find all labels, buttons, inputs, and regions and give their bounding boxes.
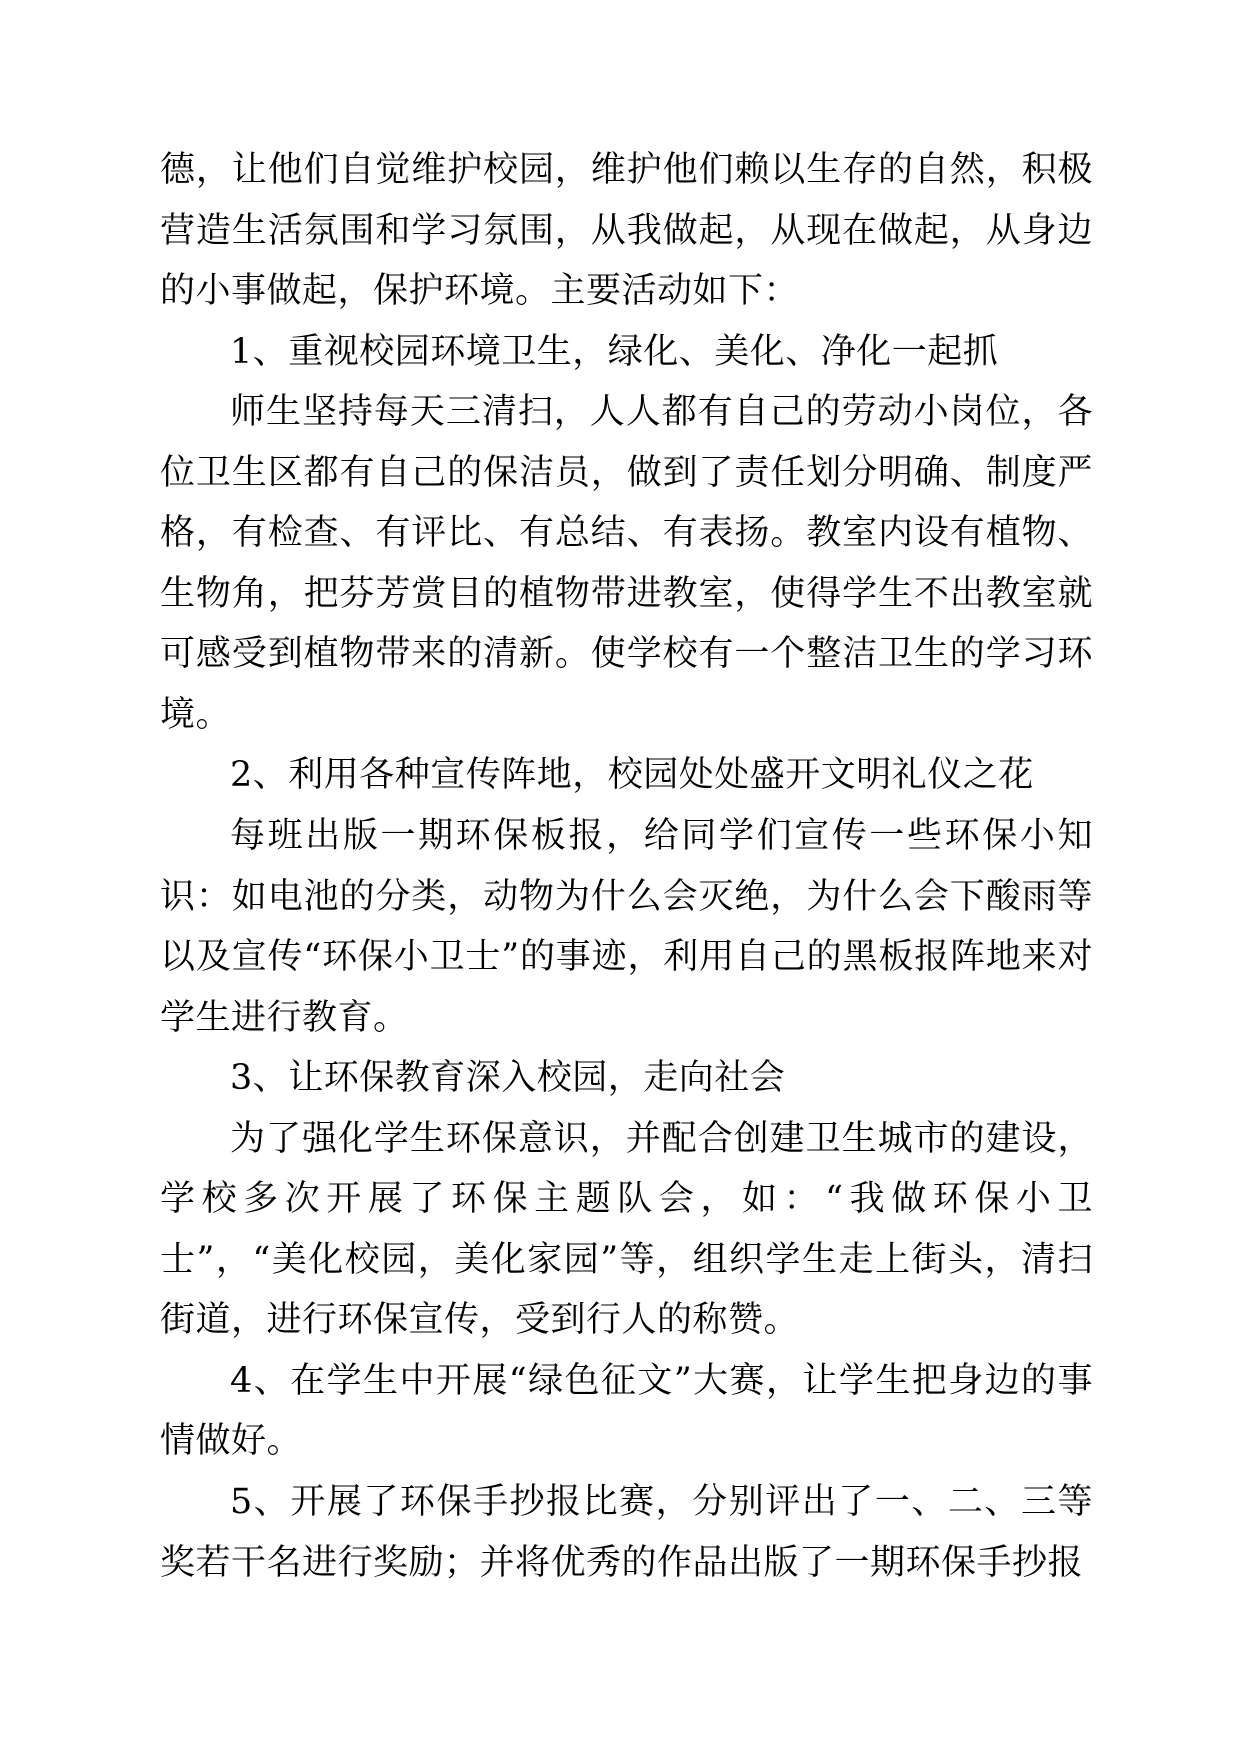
paragraph: 师生坚持每天三清扫，人人都有自己的劳动小岗位，各位卫生区都有自己的保洁员，做到了责任划分明确、制度严格，有检查、有评比、有总结、有表扬。教室内设有植物、生物角，把芬芳赏目的植物带进教室，使得学生不出教室就可感受到植物带来的清新。使学校有一个整洁卫生的学习环境。 [160, 392, 1093, 735]
document-body [160, 140, 1093, 1593]
paragraph: 1、重视校园环境卫生，绿化、美化、净化一起抓 [230, 331, 999, 372]
paragraph: 为了强化学生环保意识，并配合创建卫生城市的建设，学校多次开展了环保主题队会，如：“我做环保小卫士”，“美化校园，美化家园”等，组织学生走上街头，清扫街道，进行环保宣传，受到行人的称赞。 [160, 1118, 1093, 1341]
paragraph: 每班出版一期环保板报，给同学们宣传一些环保小知识：如电池的分类，动物为什么会灭绝，为什么会下酸雨等以及宣传“环保小卫士”的事迹，利用自己的黑板报阵地来对学生进行教育。 [160, 816, 1093, 1038]
paragraph: 3、让环保教育深入校园，走向社会 [230, 1058, 786, 1099]
paragraph: 德，让他们自觉维护校园，维护他们赖以生存的自然，积极营造生活氛围和学习氛围，从我做起，从现在做起，从身边的小事做起，保护环境。主要活动如下： [160, 150, 1093, 312]
paragraph: 2、利用各种宣传阵地，校园处处盛开文明礼仪之花 [230, 755, 1034, 796]
paragraph: 4、在学生中开展“绿色征文”大赛，让学生把身边的事情做好。 [160, 1360, 1093, 1462]
paragraph: 5、开展了环保手抄报比赛，分别评出了一、二、三等奖若干名进行奖励；并将优秀的作品出版了一期环保手抄报 [160, 1482, 1093, 1583]
